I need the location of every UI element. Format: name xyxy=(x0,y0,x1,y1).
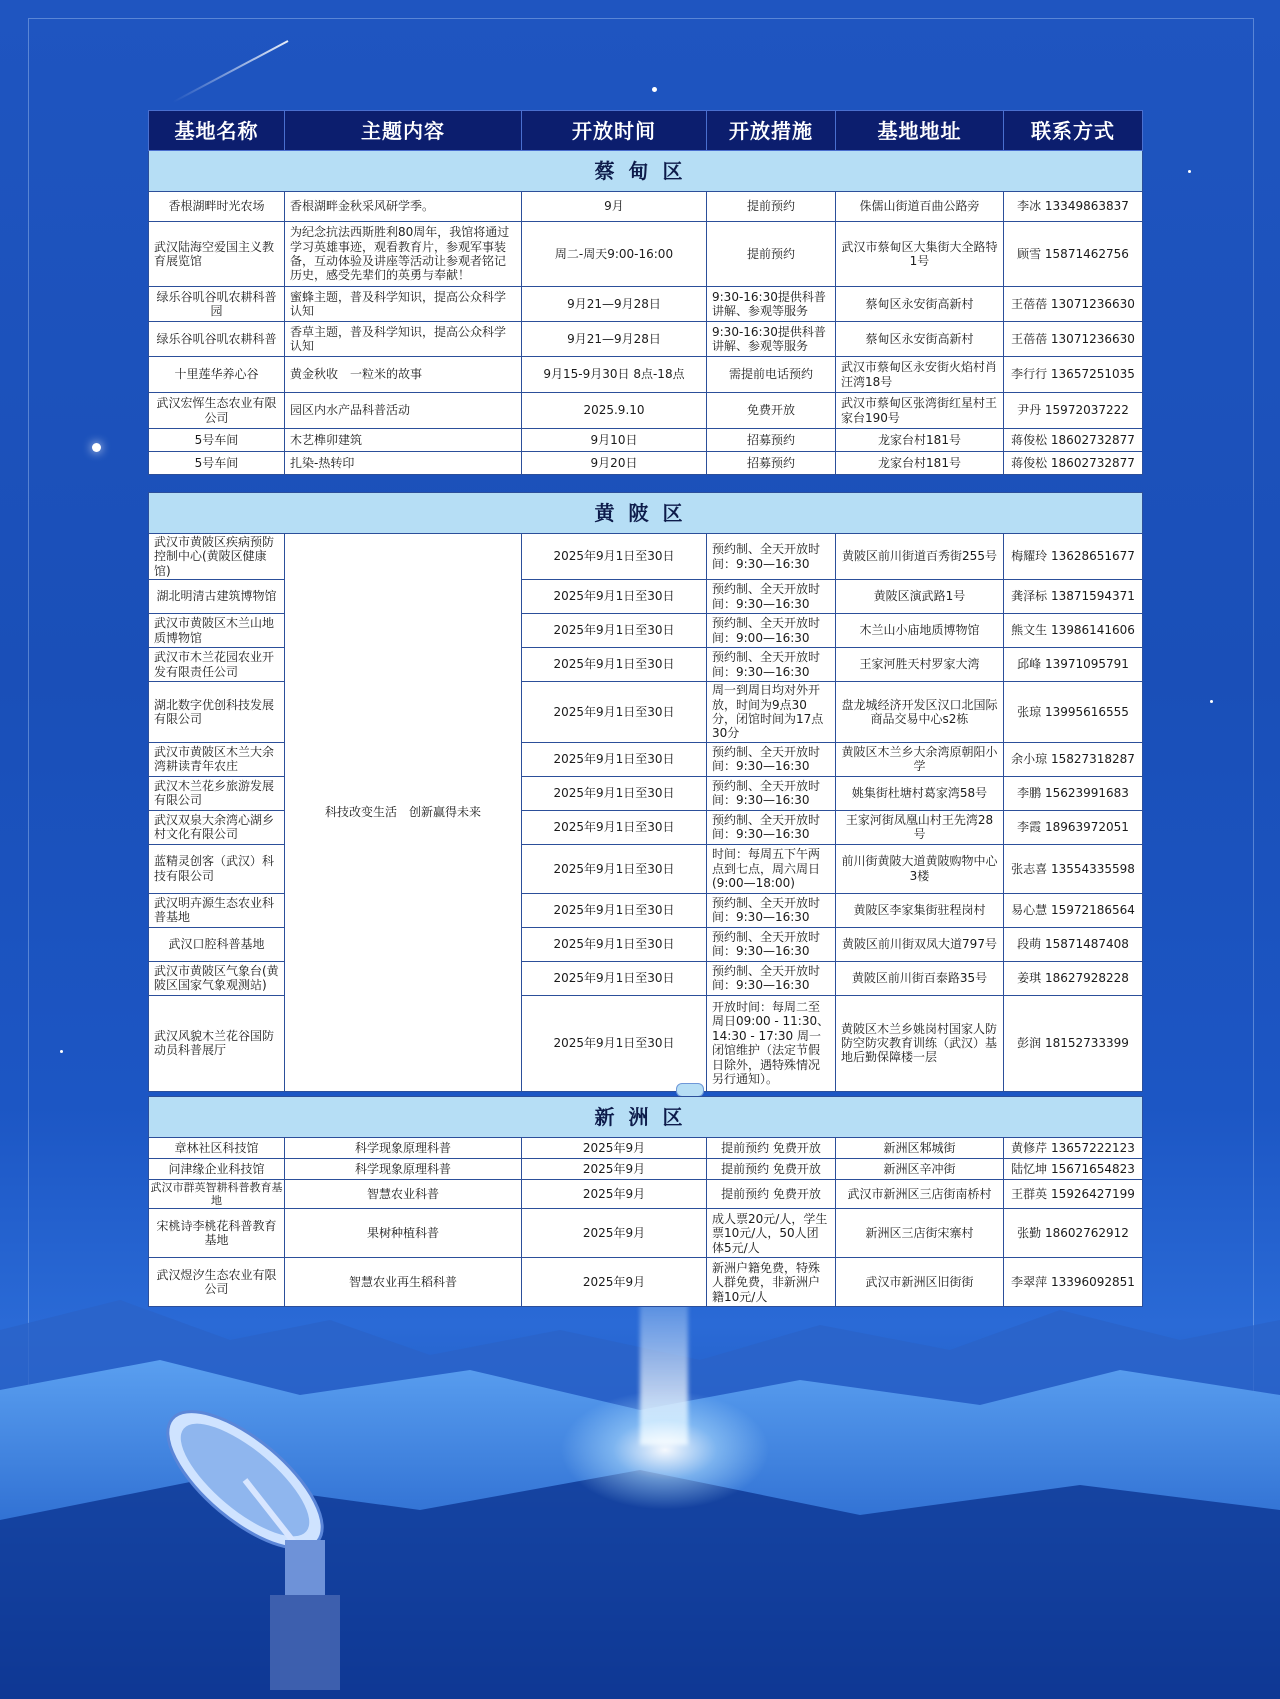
cell-name: 绿乐谷叽谷叽农耕科普 xyxy=(149,322,285,357)
cell-contact: 张琼 13995616555 xyxy=(1004,682,1143,743)
cell-name: 湖北数字优创科技发展有限公司 xyxy=(149,682,285,743)
cell-time: 2025年9月 xyxy=(522,1209,707,1258)
cell-measure: 招募预约 xyxy=(707,452,836,475)
cell-measure: 周一到周日均对外开放，时间为9点30分，闭馆时间为17点30分 xyxy=(707,682,836,743)
star-decoration xyxy=(92,443,101,452)
cell-name: 武汉市群英智耕科普教育基地 xyxy=(150,1181,283,1208)
cell-contact: 黄修芹 13657222123 xyxy=(1004,1138,1143,1159)
cell-time: 2025年9月1日至30日 xyxy=(522,927,707,961)
cell-address: 武汉市蔡甸区张湾街红星村王家台190号 xyxy=(836,393,1004,429)
cell-theme: 科学现象原理科普 xyxy=(285,1159,522,1180)
cell-address: 蔡甸区永安街高新村 xyxy=(836,287,1004,322)
cell-theme: 智慧农业再生稻科普 xyxy=(285,1258,522,1307)
cell-time: 2025年9月1日至30日 xyxy=(522,742,707,776)
cell-measure: 预约制、全天开放时间：9:30—16:30 xyxy=(707,648,836,682)
cell-name: 武汉市黄陂区疾病预防控制中心(黄陂区健康馆) xyxy=(149,534,285,580)
star-decoration xyxy=(652,87,657,92)
cell-contact: 李冰 13349863837 xyxy=(1004,192,1143,222)
cell-measure: 成人票20元/人，学生票10元/人，50人团体5元/人 xyxy=(707,1209,836,1258)
cell-measure: 需提前电话预约 xyxy=(707,357,836,393)
cell-name: 武汉宏恽生态农业有限公司 xyxy=(149,393,285,429)
table-row xyxy=(149,534,1143,580)
cell-name: 武汉陆海空爱国主义教育展览馆 xyxy=(149,222,285,287)
cell-measure: 预约制、全天开放时间：9:30—16:30 xyxy=(707,580,836,614)
cell-time: 2025年9月 xyxy=(522,1180,707,1209)
cell-measure: 时间：每周五下午两点到七点，周六周日(9:00—18:00) xyxy=(707,844,836,893)
cell-time: 9月21—9月28日 xyxy=(522,322,707,357)
table-row xyxy=(149,357,1143,393)
cell-theme: 智慧农业科普 xyxy=(285,1180,522,1209)
cell-name: 宋桃诗李桃花科普教育基地 xyxy=(149,1209,285,1258)
cell-name: 武汉口腔科普基地 xyxy=(149,927,285,961)
cell-name: 武汉市黄陂区气象台(黄陂区国家气象观测站) xyxy=(149,961,285,995)
cell-measure: 新洲户籍免费，特殊人群免费，非新洲户籍10元/人 xyxy=(707,1258,836,1307)
cell-theme: 科学现象原理科普 xyxy=(285,1138,522,1159)
header-time: 开放时间 xyxy=(522,111,707,151)
cell-contact: 王蓓蓓 13071236630 xyxy=(1004,322,1143,357)
table-row xyxy=(149,222,1143,287)
cell-contact: 陆忆坤 15671654823 xyxy=(1004,1159,1143,1180)
cell-time: 2025年9月1日至30日 xyxy=(522,580,707,614)
cell-theme: 香草主题，普及科学知识，提高公众科学认知 xyxy=(285,322,522,357)
table-row xyxy=(149,1138,1143,1159)
cell-address: 黄陂区前川街双凤大道797号 xyxy=(836,927,1004,961)
cell-contact: 顾雪 15871462756 xyxy=(1004,222,1143,287)
cell-contact: 余小琼 15827318287 xyxy=(1004,742,1143,776)
cell-contact: 张志喜 13554335598 xyxy=(1004,844,1143,893)
cell-theme: 黄金秋收 一粒米的故事 xyxy=(285,357,522,393)
cell-contact: 李行行 13657251035 xyxy=(1004,357,1143,393)
cell-theme: 果树种植科普 xyxy=(285,1209,522,1258)
table-row xyxy=(149,452,1143,475)
cell-measure: 预约制、全天开放时间：9:30—16:30 xyxy=(707,961,836,995)
cell-name: 湖北明清古建筑博物馆 xyxy=(149,580,285,614)
cell-address: 龙家台村181号 xyxy=(836,429,1004,452)
cell-time: 9月20日 xyxy=(522,452,707,475)
cell-measure: 预约制、全天开放时间：9:00—16:30 xyxy=(707,614,836,648)
cell-address: 武汉市新洲区三店街南桥村 xyxy=(836,1180,1004,1209)
table-row xyxy=(149,192,1143,222)
cell-contact: 李翠萍 13396092851 xyxy=(1004,1258,1143,1307)
cell-time: 2025年9月1日至30日 xyxy=(522,961,707,995)
cell-address: 武汉市蔡甸区大集街大全路特1号 xyxy=(836,222,1004,287)
collapse-tab xyxy=(676,1083,704,1097)
cell-contact: 王群英 15926427199 xyxy=(1004,1180,1143,1209)
cell-measure: 提前预约 xyxy=(707,222,836,287)
cell-measure: 免费开放 xyxy=(707,393,836,429)
cell-time: 9月10日 xyxy=(522,429,707,452)
cell-time: 2025年9月1日至30日 xyxy=(522,776,707,810)
cell-measure: 预约制、全天开放时间：9:30—16:30 xyxy=(707,927,836,961)
cell-time: 2025.9.10 xyxy=(522,393,707,429)
xinzhou-table xyxy=(148,1096,1143,1307)
cell-time: 2025年9月1日至30日 xyxy=(522,844,707,893)
star-decoration xyxy=(1210,700,1213,703)
cell-measure: 预约制、全天开放时间：9:30—16:30 xyxy=(707,742,836,776)
region-title-caidian: 蔡甸区 xyxy=(149,151,1143,192)
cell-name: 武汉双泉大余湾心湖乡村文化有限公司 xyxy=(149,810,285,844)
satellite-dish-icon xyxy=(150,1390,390,1690)
cell-address: 王家河胜天村罗家大湾 xyxy=(836,648,1004,682)
cell-shared-theme: 科技改变生活 创新赢得未来 xyxy=(285,534,522,1092)
cell-address: 黄陂区前川街百泰路35号 xyxy=(836,961,1004,995)
cell-contact: 王蓓蓓 13071236630 xyxy=(1004,287,1143,322)
table-header-row xyxy=(149,111,1143,151)
cell-contact: 张勤 18602762912 xyxy=(1004,1209,1143,1258)
cell-contact: 蒋俊松 18602732877 xyxy=(1004,452,1143,475)
cell-contact: 彭润 18152733399 xyxy=(1004,995,1143,1091)
cell-measure: 预约制、全天开放时间：9:30—16:30 xyxy=(707,893,836,927)
table-row xyxy=(149,322,1143,357)
cell-measure: 9:30-16:30提供科普讲解、参观等服务 xyxy=(707,322,836,357)
cell-name: 香根湖畔时光农场 xyxy=(149,192,285,222)
cell-theme: 扎染-热转印 xyxy=(285,452,522,475)
cell-measure: 预约制、全天开放时间：9:30—16:30 xyxy=(707,534,836,580)
cell-address: 黄陂区木兰乡大余湾原朝阳小学 xyxy=(836,742,1004,776)
cell-measure: 提前预约 免费开放 xyxy=(707,1159,836,1180)
cell-contact: 梅耀玲 13628651677 xyxy=(1004,534,1143,580)
star-decoration xyxy=(60,1050,63,1053)
table-row xyxy=(149,393,1143,429)
cell-name: 武汉市木兰花园农业开发有限责任公司 xyxy=(149,648,285,682)
cell-contact: 龚泽标 13871594371 xyxy=(1004,580,1143,614)
cell-measure: 提前预约 免费开放 xyxy=(707,1138,836,1159)
cell-contact: 邱峰 13971095791 xyxy=(1004,648,1143,682)
caidian-table xyxy=(148,110,1143,475)
cell-name: 武汉明卉源生态农业科普基地 xyxy=(149,893,285,927)
cell-contact: 李霞 18963972051 xyxy=(1004,810,1143,844)
cell-time: 9月21—9月28日 xyxy=(522,287,707,322)
cell-name: 武汉煜汐生态农业有限公司 xyxy=(149,1258,285,1307)
cell-address: 盘龙城经济开发区汉口北国际商品交易中心s2栋 xyxy=(836,682,1004,743)
cell-name: 武汉风貌木兰花谷国防动员科普展厅 xyxy=(149,995,285,1091)
cell-contact: 姜琪 18627928228 xyxy=(1004,961,1143,995)
cell-address: 黄陂区前川街道百秀街255号 xyxy=(836,534,1004,580)
header-name: 基地名称 xyxy=(149,111,285,151)
cell-measure: 预约制、全天开放时间：9:30—16:30 xyxy=(707,810,836,844)
cell-name: 5号车间 xyxy=(149,429,285,452)
cell-measure: 提前预约 xyxy=(707,192,836,222)
cell-measure: 招募预约 xyxy=(707,429,836,452)
cell-time: 9月 xyxy=(522,192,707,222)
table-row xyxy=(149,1180,1143,1209)
cell-address: 黄陂区木兰乡姚岗村国家人防防空防灾教育训练（武汉）基地后勤保障楼一层 xyxy=(836,995,1004,1091)
cell-theme: 为纪念抗法西斯胜利80周年，我馆将通过学习英雄事迹，观看教育片，参观军事装备，互动体验及讲座等活动让参观者铭记历史，感受先辈们的英勇与奉献！ xyxy=(285,222,522,287)
cell-address: 新洲区邾城街 xyxy=(836,1138,1004,1159)
cell-time: 2025年9月 xyxy=(522,1138,707,1159)
cell-address: 黄陂区李家集街驻程岗村 xyxy=(836,893,1004,927)
header-address: 基地地址 xyxy=(836,111,1004,151)
cell-contact: 段萌 15871487408 xyxy=(1004,927,1143,961)
cell-contact: 熊文生 13986141606 xyxy=(1004,614,1143,648)
cell-address: 龙家台村181号 xyxy=(836,452,1004,475)
cell-contact: 李鹏 15623991683 xyxy=(1004,776,1143,810)
table-row xyxy=(149,429,1143,452)
region-title-huangpi: 黄陂区 xyxy=(149,493,1143,534)
cell-name: 绿乐谷叽谷叽农耕科普园 xyxy=(149,287,285,322)
huangpi-table xyxy=(148,492,1143,1092)
cell-contact: 尹丹 15972037222 xyxy=(1004,393,1143,429)
cell-time: 周二-周天9:00-16:00 xyxy=(522,222,707,287)
table-row xyxy=(149,287,1143,322)
cell-theme: 香根湖畔金秋采风研学季。 xyxy=(285,192,522,222)
header-measure: 开放措施 xyxy=(707,111,836,151)
cell-address: 姚集街杜塘村葛家湾58号 xyxy=(836,776,1004,810)
cell-measure: 提前预约 免费开放 xyxy=(707,1180,836,1209)
cell-address: 黄陂区演武路1号 xyxy=(836,580,1004,614)
cell-contact: 蒋俊松 18602732877 xyxy=(1004,429,1143,452)
cell-time: 2025年9月1日至30日 xyxy=(522,995,707,1091)
cell-time: 2025年9月 xyxy=(522,1159,707,1180)
cell-address: 武汉市蔡甸区永安街火焰村肖汪湾18号 xyxy=(836,357,1004,393)
cell-time: 2025年9月1日至30日 xyxy=(522,534,707,580)
table-row xyxy=(149,1159,1143,1180)
cell-measure: 开放时间：每周二至周日09:00 - 11:30、14:30 - 17:30 周一闭馆维护（法定节假日除外，遇特殊情况另行通知）。 xyxy=(707,995,836,1091)
star-decoration xyxy=(1188,170,1191,173)
cell-address: 新洲区辛冲街 xyxy=(836,1159,1004,1180)
cell-theme: 园区内水产品科普活动 xyxy=(285,393,522,429)
light-glow xyxy=(560,1390,770,1510)
cell-name: 十里莲华养心谷 xyxy=(149,357,285,393)
cell-time: 2025年9月1日至30日 xyxy=(522,682,707,743)
cell-address: 新洲区三店街宋寨村 xyxy=(836,1209,1004,1258)
cell-time: 2025年9月1日至30日 xyxy=(522,893,707,927)
cell-address: 蔡甸区永安街高新村 xyxy=(836,322,1004,357)
cell-time: 9月15-9月30日 8点-18点 xyxy=(522,357,707,393)
cell-address: 武汉市新洲区旧街街 xyxy=(836,1258,1004,1307)
table-row xyxy=(149,1209,1143,1258)
cell-time: 2025年9月1日至30日 xyxy=(522,810,707,844)
cell-measure: 9:30-16:30提供科普讲解、参观等服务 xyxy=(707,287,836,322)
cell-name: 武汉木兰花乡旅游发展有限公司 xyxy=(149,776,285,810)
cell-name: 武汉市黄陂区木兰大余湾耕读青年农庄 xyxy=(149,742,285,776)
cell-theme: 蜜蜂主题，普及科学知识，提高公众科学认知 xyxy=(285,287,522,322)
region-title-xinzhou: 新洲区 xyxy=(149,1097,1143,1138)
cell-name: 问津缘企业科技馆 xyxy=(149,1159,285,1180)
cell-name: 蓝精灵创客（武汉）科技有限公司 xyxy=(149,844,285,893)
cell-theme: 木艺榫卯建筑 xyxy=(285,429,522,452)
cell-address: 前川街黄陂大道黄陂购物中心3楼 xyxy=(836,844,1004,893)
cell-name: 武汉市黄陂区木兰山地质博物馆 xyxy=(149,614,285,648)
header-theme: 主题内容 xyxy=(285,111,522,151)
cell-time: 2025年9月1日至30日 xyxy=(522,648,707,682)
cell-time: 2025年9月1日至30日 xyxy=(522,614,707,648)
shooting-star xyxy=(173,40,289,103)
table-row xyxy=(149,1258,1143,1307)
cell-measure: 预约制、全天开放时间：9:30—16:30 xyxy=(707,776,836,810)
cell-contact: 易心慧 15972186564 xyxy=(1004,893,1143,927)
cell-name: 章林社区科技馆 xyxy=(149,1138,285,1159)
cell-name: 5号车间 xyxy=(149,452,285,475)
header-contact: 联系方式 xyxy=(1004,111,1143,151)
cell-address: 木兰山小庙地质博物馆 xyxy=(836,614,1004,648)
cell-address: 侏儒山街道百曲公路旁 xyxy=(836,192,1004,222)
cell-address: 王家河街凤凰山村王先湾28号 xyxy=(836,810,1004,844)
cell-time: 2025年9月 xyxy=(522,1258,707,1307)
